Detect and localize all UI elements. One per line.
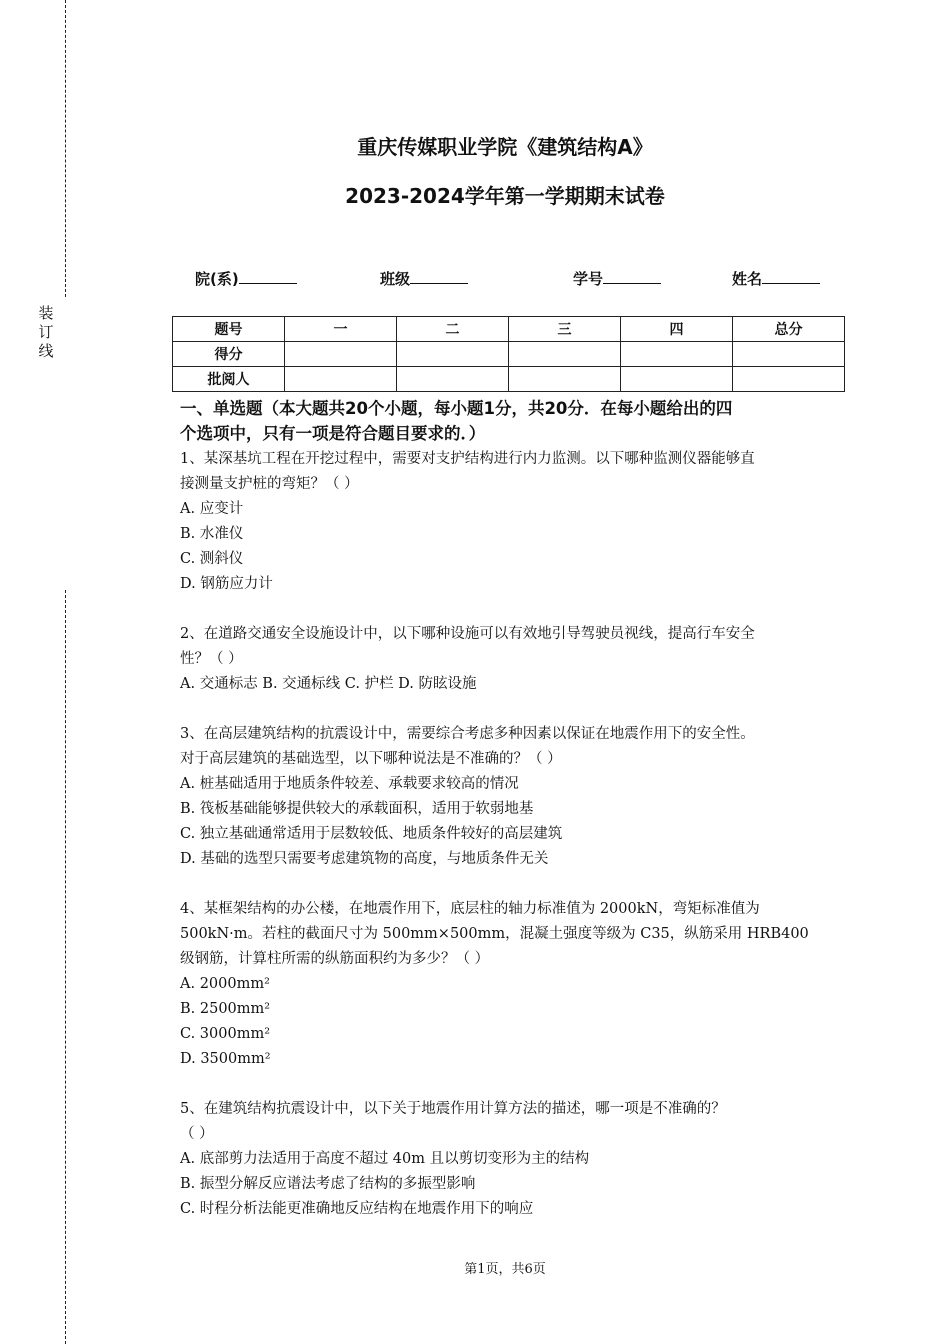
score-table-cell: 四 [621, 317, 733, 342]
question-option: C. 时程分析法能更准确地反应结构在地震作用下的响应 [180, 1201, 534, 1217]
score-table-cell: 一 [285, 317, 397, 342]
score-table-cell [397, 342, 509, 367]
question-option: C. 测斜仪 [180, 551, 244, 567]
score-table-cell: 二 [397, 317, 509, 342]
binding-char: 线 [38, 342, 54, 360]
score-table-cell [397, 367, 509, 392]
question-option: B. 2500mm² [180, 1001, 271, 1017]
student-id-blank[interactable] [603, 269, 661, 284]
dept-field [195, 268, 297, 289]
question-stem-line: （ ） [180, 1126, 214, 1142]
score-table-cell: 题号 [173, 317, 285, 342]
question-option: A. 桩基础适用于地质条件较差、承载要求较高的情况 [180, 776, 519, 792]
score-table-cell [285, 367, 397, 392]
question-stem-line: 3、在高层建筑结构的抗震设计中，需要综合考虑多种因素以保证在地震作用下的安全性。 [180, 726, 755, 742]
question-stem-line: 5、在建筑结构抗震设计中，以下关于地震作用计算方法的描述，哪一项是不准确的？ [180, 1101, 726, 1117]
score-table [172, 316, 845, 392]
question-3 [180, 722, 840, 872]
section-heading-line: 个选项中，只有一项是符合题目要求的．） [180, 424, 486, 443]
question-option: D. 3500mm² [180, 1051, 271, 1067]
score-table-row [173, 342, 845, 367]
question-5 [180, 1097, 840, 1222]
class-label: 班级 [380, 270, 411, 288]
name-label: 姓名 [732, 270, 763, 288]
question-stem-line: 500kN·m。若柱的截面尺寸为 500mm×500mm，混凝土强度等级为 C35，纵筋采用 HRB400 [180, 926, 809, 942]
name-field [732, 268, 820, 289]
student-id-field [573, 268, 661, 289]
student-id-label: 学号 [573, 270, 604, 288]
score-table-cell [621, 342, 733, 367]
class-blank[interactable] [410, 269, 468, 284]
binding-label [36, 304, 56, 361]
question-option: B. 水准仪 [180, 526, 244, 542]
score-table-header-row [173, 317, 845, 342]
score-table-cell: 得分 [173, 342, 285, 367]
question-option: A. 2000mm² [180, 976, 270, 992]
question-option: C. 3000mm² [180, 1026, 271, 1042]
score-table-cell [621, 367, 733, 392]
score-table-cell [509, 367, 621, 392]
question-stem-line: 级钢筋，计算柱所需的纵筋面积约为多少？（ ） [180, 951, 490, 967]
section-heading-line: 一、单选题（本大题共20个小题，每小题1分，共20分．在每小题给出的四 [180, 399, 733, 418]
exam-title: 重庆传媒职业学院《建筑结构A》 [357, 135, 653, 159]
question-stem-line: 接测量支护桩的弯矩？（ ） [180, 476, 359, 492]
score-table-row [173, 367, 845, 392]
question-option: D. 基础的选型只需要考虑建筑物的高度，与地质条件无关 [180, 851, 549, 867]
question-option: B. 振型分解反应谱法考虑了结构的多振型影响 [180, 1176, 476, 1192]
question-option: A. 交通标志 B. 交通标线 C. 护栏 D. 防眩设施 [180, 676, 477, 692]
score-table-cell: 总分 [733, 317, 845, 342]
class-field [380, 268, 468, 289]
score-table-cell [733, 367, 845, 392]
page-number: 第1页，共6页 [464, 1262, 546, 1277]
question-option: B. 筏板基础能够提供较大的承载面积，适用于软弱地基 [180, 801, 534, 817]
question-2 [180, 622, 840, 697]
question-option: C. 独立基础通常适用于层数较低、地质条件较好的高层建筑 [180, 826, 563, 842]
exam-content [180, 396, 840, 1222]
score-table-cell [285, 342, 397, 367]
exam-subtitle: 2023-2024学年第一学期期末试卷 [345, 184, 665, 208]
score-table-cell [509, 342, 621, 367]
question-stem-line: 对于高层建筑的基础选型，以下哪种说法是不准确的？（ ） [180, 751, 562, 767]
question-option: A. 应变计 [180, 501, 244, 517]
question-option: D. 钢筋应力计 [180, 576, 273, 592]
score-table-cell: 三 [509, 317, 621, 342]
name-blank[interactable] [762, 269, 820, 284]
binding-line-bottom [65, 590, 66, 1344]
question-stem-line: 1、某深基坑工程在开挖过程中，需要对支护结构进行内力监测。以下哪种监测仪器能够直 [180, 451, 755, 467]
question-stem-line: 2、在道路交通安全设施设计中，以下哪种设施可以有效地引导驾驶员视线，提高行车安全 [180, 626, 755, 642]
question-stem-line: 4、某框架结构的办公楼，在地震作用下，底层柱的轴力标准值为 2000kN，弯矩标准值为 [180, 901, 760, 917]
dept-label: 院(系) [195, 270, 239, 288]
question-1 [180, 447, 840, 597]
binding-char: 订 [38, 323, 54, 341]
question-stem-line: 性？（ ） [180, 651, 243, 667]
section-heading [180, 396, 840, 446]
binding-char: 装 [38, 304, 54, 322]
dept-blank[interactable] [239, 269, 297, 284]
score-table-cell: 批阅人 [173, 367, 285, 392]
question-option: A. 底部剪力法适用于高度不超过 40m 且以剪切变形为主的结构 [180, 1151, 590, 1167]
question-4 [180, 897, 840, 1072]
score-table-cell [733, 342, 845, 367]
